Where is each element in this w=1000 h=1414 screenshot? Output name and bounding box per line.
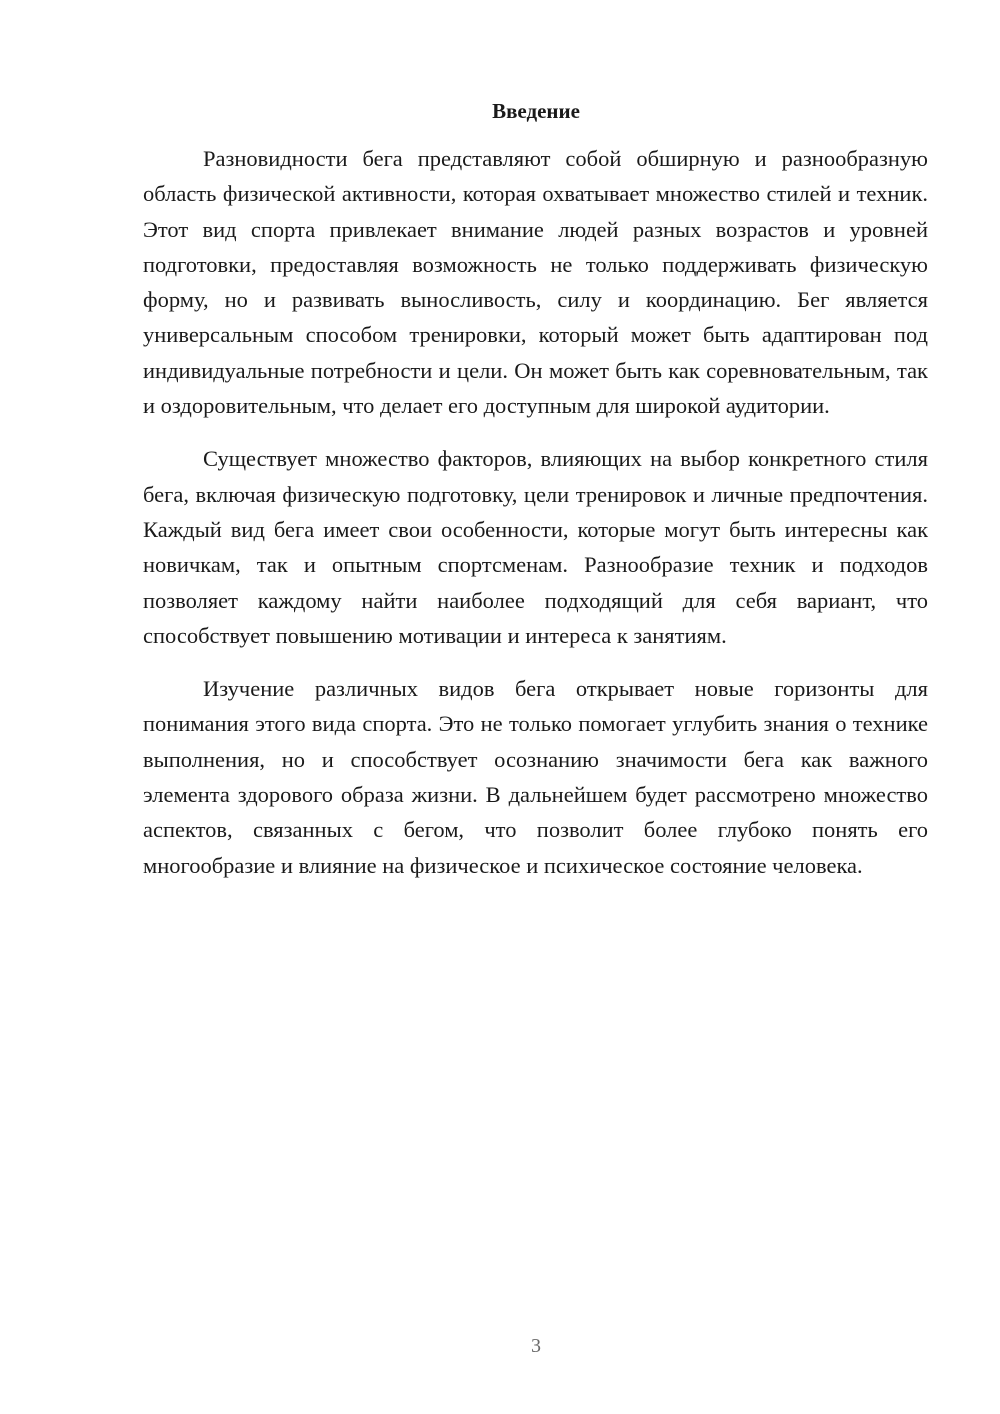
body-text xyxy=(143,141,928,901)
paragraph-2: Существует множество факторов, влияющих на выбор конкретного стиля бега, включая физическую подготовку, цели тренировок и личные предпочтения. Каждый вид бега имеет свои особенности, которые могут быть интересны как новичкам, так и опытным спортсменам. Разнообразие техник и подходов позволяет каждому найти наиболее подходящий для себя вариант, что способствует повышению мотивации и интереса к занятиям. xyxy=(143,446,928,648)
page-number: 3 xyxy=(531,1335,541,1357)
paragraph-1: Разновидности бега представляют собой обширную и разнообразную область физической активности, которая охватывает множество стилей и техник. Этот вид спорта привлекает внимание людей разных возрастов и уровней подготовки, предоставляя возможность не только поддерживать физическую форму, но и развивать выносливость, силу и координацию. Бег является универсальным способом тренировки, который может быть адаптирован под индивидуальные потребности и цели. Он может быть как соревновательным, так и оздоровительным, что делает его доступным для широкой аудитории. xyxy=(143,146,928,419)
section-title: Введение xyxy=(492,99,580,123)
paragraph-3: Изучение различных видов бега открывает новые горизонты для понимания этого вида спорта. Это не только помогает углубить знания о технике выполнения, но и способствует осознанию значимости бега как важного элемента здорового образа жизни. В дальнейшем будет рассмотрено множество аспектов, связанных с бегом, что позволит более глубоко понять его многообразие и влияние на физическое и психическое состояние человека. xyxy=(143,676,928,878)
